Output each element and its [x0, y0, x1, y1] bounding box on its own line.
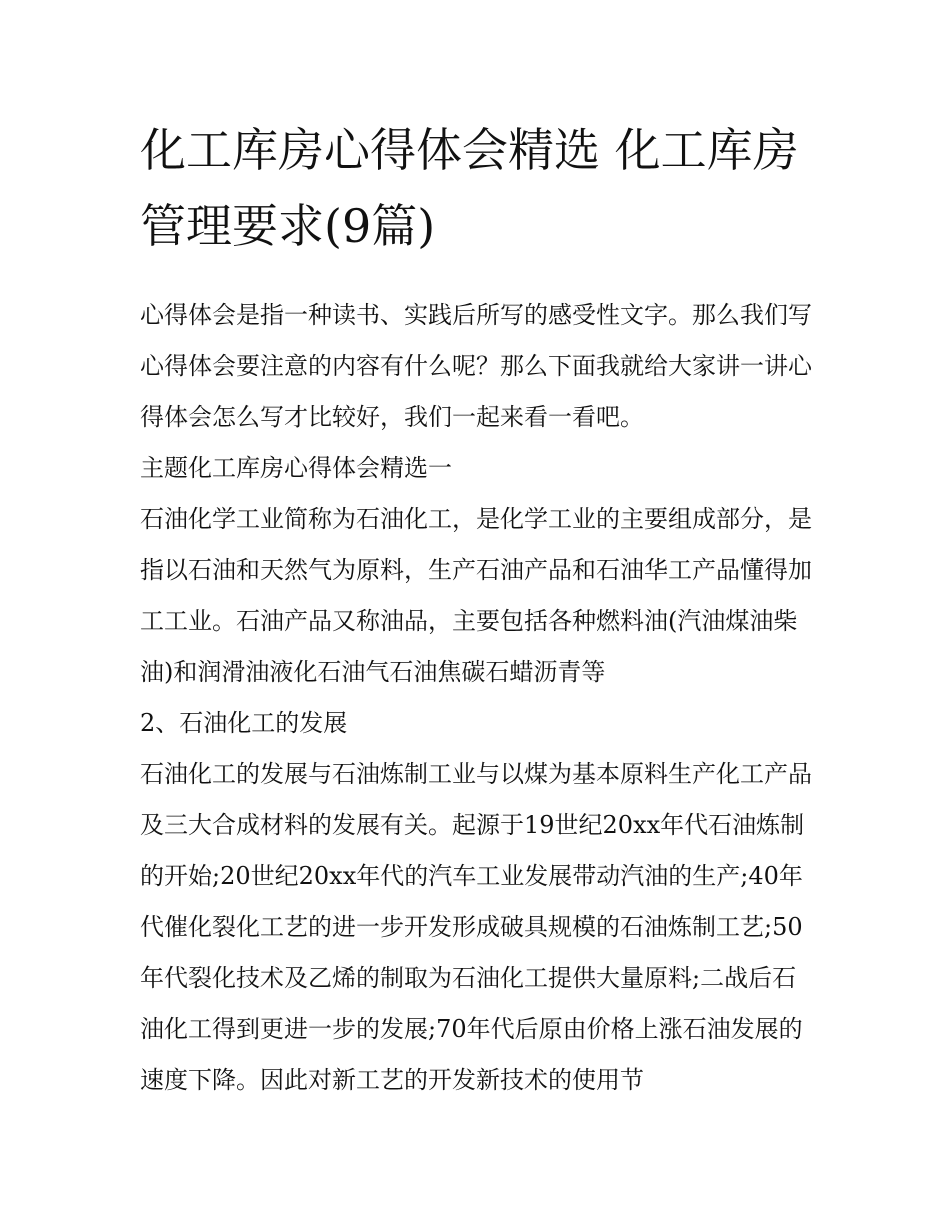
document-body — [140, 112, 820, 1106]
body-paragraph: 石油化工的发展与石油炼制工业与以煤为基本原料生产化工产品及三大合成材料的发展有关。起源于19世纪20xx年代石油炼制的开始;20世纪20xx年代的汽车工业发展带动汽油的生产;40年代催化裂化工艺的进一步开发形成破具规模的石油炼制工艺;50年代裂化技术及乙烯的制取为石油化工提供大量原料;二战后石油化工得到更进一步的发展;70年代后原由价格上涨石油发展的速度下降。因此对新工艺的开发新技术的使用节 — [140, 760, 812, 1094]
document-title: 化工库房心得体会精选 化工库房管理要求(9篇) — [140, 123, 799, 253]
section-heading: 主题化工库房心得体会精选一 — [140, 454, 452, 482]
subsection-heading: 2、石油化工的发展 — [140, 709, 348, 737]
body-paragraph: 石油化学工业简称为石油化工，是化学工业的主要组成部分，是指以石油和天然气为原料，生产石油产品和石油华工产品懂得加工工业。石油产品又称油品，主要包括各种燃料油(汽油煤油柴油)和润滑油液化石油气石油焦碳石蜡沥青等 — [140, 505, 812, 686]
intro-paragraph: 心得体会是指一种读书、实践后所写的感受性文字。那么我们写心得体会要注意的内容有什么呢？那么下面我就给大家讲一讲心得体会怎么写才比较好，我们一起来看一看吧。 — [140, 301, 812, 431]
